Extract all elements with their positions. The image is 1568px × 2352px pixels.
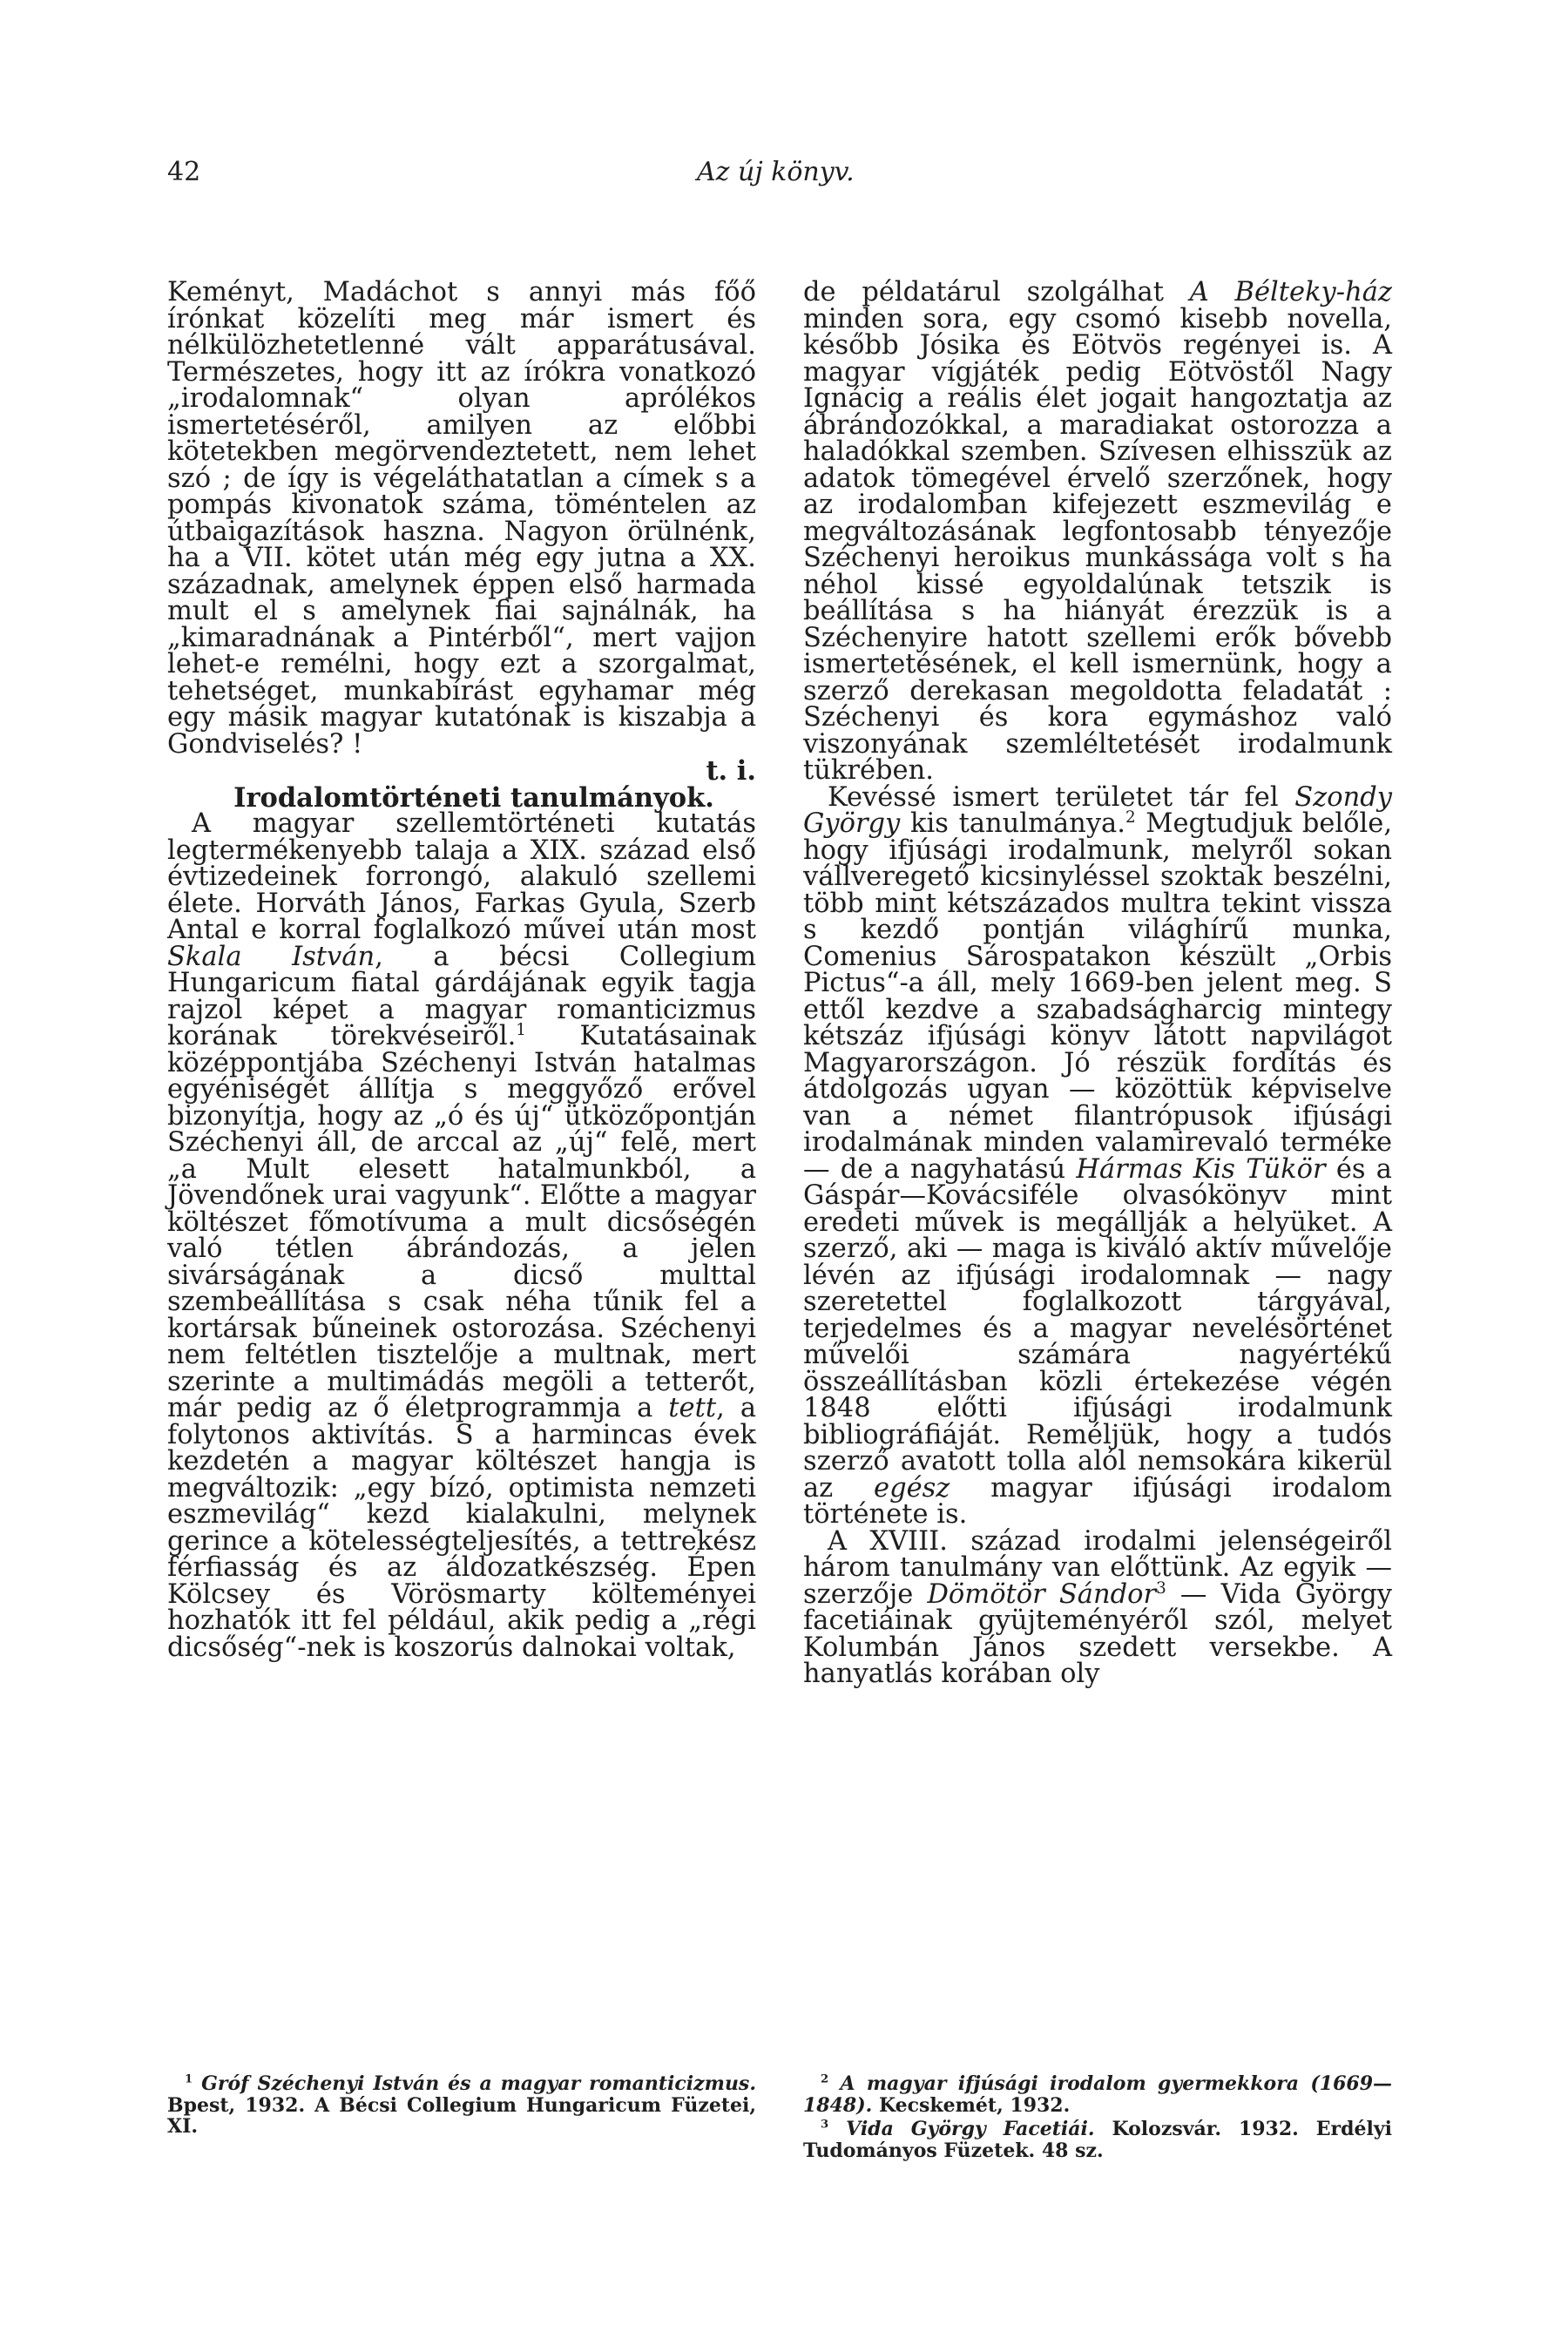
book-title: Hármas Kis Tükör — [1076, 1153, 1326, 1185]
author-name: Dömötör Sándor — [927, 1578, 1157, 1610]
dombotor-review-paragraph: A XVIII. század irodalmi jelenségeiről három tanulmány van előttünk. Az egyik — szerzője Dömötör Sándor$^3$ — Vida György facetiáinak gyüjteményéről szól, melyet Kolumbán János szedett versekbe. A hanyatlás korában oly — [803, 1525, 1392, 1689]
page-header — [0, 155, 1568, 199]
book-title: A Bélteky-ház — [1189, 277, 1392, 308]
footnote: $^1$ Gróf Széchenyi István és a magyar romanticizmus. Bpest, 1932. A Bécsi Collegium Hungaricum Füzetei, XI. — [167, 2072, 756, 2138]
left-column — [167, 277, 756, 1663]
emphasis-tett: tett — [668, 1393, 717, 1423]
review-paragraph: Keményt, Madáchot s annyi más főő írónkat közelíti meg már ismert és nélkülözhetetlenné vált apparátusával. Természetes, hogy itt az írókra vonatkozó „irodalomnak“ olyan aprólékos ismertetéséről, amilyen az előbbi kötetekben megörvendeztetett, nem lehet szó ; de így is végeláthatatlan a címek s a pompás kivonatok száma, töméntelen az útbaigazítások haszna. Nagyon örülnénk, ha a VII. kötet után még egy jutna a XX. századnak, amelynek éppen első harmada mult el s amelynek fiai sajnálnák, ha „kimaradnának a Pintérből“, mert vajjon lehet-e remélni, hogy ezt a szorgalmat, tehetséget, munkabírást egyhamar még egy másik magyar kutatónak is kiszabja a Gondviselés? ! — [167, 277, 756, 760]
footnotes-left — [167, 2073, 756, 2140]
footnotes-right — [803, 2073, 1392, 2164]
author-name: Szondy György — [803, 781, 1392, 839]
section-heading: Irodalomtörténeti tanulmányok. — [233, 781, 714, 814]
author-name: Skala István — [167, 941, 375, 972]
right-column — [803, 277, 1393, 1689]
szondy-review-paragraph: Kevéssé ismert területet tár fel Szondy György kis tanulmánya.$^2$ Megtudjuk belőle, hogy ifjúsági irodalmunk, melyről sokan vállveregető kicsinyléssel szoktak beszélni, több mint kétszázados multra tekint vissza s kezdő pontján világhírű munka, Comenius Sárospatakon készült „Orbis Pictus“-a áll, mely 1669-ben jelent meg. S ettől kezdve a szabadságharcig mintegy kétszáz ifjúsági könyv látott napvilágot Magyarországon. Jó részük fordítás és átdolgozás ugyan — közöttük képviselve van a német filantrópusok ifjúsági irodalmának minden valamirevaló terméke — de a nagyhatású Hármas Kis Tükör és a Gáspár—Kovácsiféle olvasókönyv mint eredeti művek is megállják a helyüket. A szerző, aki — maga is kiváló aktív művelője lévén az ifjúsági irodalomnak — nagy szeretettel foglalkozott tárgyával, terjedelmes és a magyar nevelésörténet művelői számára nagyértékű összeállításban közli értekezése végén 1848 előtti ifjúsági irodalmunk bibliográfiáját. Reméljük, hogy a tudós szerző avatott tolla alól nemsokára kikerül az egész magyar ifjúsági irodalom története is. — [803, 781, 1393, 1530]
footnote: $^3$ Vida György Facetiái. Kolozsvár. 1932. Erdélyi Tudományos Füzetek. 48 sz. — [803, 2118, 1392, 2162]
footnote-ref: 1 — [516, 1020, 526, 1039]
running-title: Az új könyv. — [697, 157, 855, 187]
skala-review-paragraph: A magyar szellemtörténeti kutatás legtermékenyebb talaja a XIX. század első évtizedeinek forrongó, alakuló szellemi élete. Horváth János, Farkas Gyula, Szerb Antal e korral foglalkozó művei után most Skala István, a bécsi Collegium Hungaricum fiatal gárdájának egyik tagja rajzol képet a magyar romanticizmus korának törekvéseiről.$^1$ Kutatásainak középpontjába Széchenyi István hatalmas egyéniségét állítja s meggyőző erővel bizonyítja, hogy az „ó és új“ ütközőpontján Széchenyi áll, de arccal az „új“ felé, mert „a Mult elesett hatalmunkból, a Jövendőnek urai vagyunk“. Előtte a magyar költészet főmotívuma a mult dicsőségén való tétlen ábrándozás, a jelen sivárságának a dicső multtal szembeállítása s csak néha tűnik fel a kortársak bűneinek ostorozása. Széchenyi nem feltétlen tisztelője a multnak, mert szerinte a multimádás megöli a tetterőt, már pedig az ő életprogrammja a tett, a folytonos aktivítás. S a harmincas évek kezdetén a magyar költészet hangja is megváltozik: „egy bízó, optimista nemzeti eszmevilág“ kezd kialakulni, melynek gerince a kötelességteljesítés, a tettrekész férfiasság és az áldozatkészség. Épen Kölcsey és Vörösmarty költeményei hozhatók itt fel például, akik pedig a „régi dicsőség“-nek is koszorús dalnokai voltak, — [167, 808, 756, 1663]
footnote-ref: 3 — [1156, 1578, 1166, 1598]
footnote-ref: 2 — [1125, 808, 1136, 827]
review-signature: t. i. — [706, 755, 756, 787]
page-number: 42 — [167, 157, 201, 187]
footnote: $^2$ A magyar ifjúsági irodalom gyermekkora (1669—1848). Kecskemét, 1932. — [803, 2072, 1393, 2117]
continuation-paragraph: de példatárul szolgálhat A Bélteky-ház minden sora, egy csomó kisebb novella, később Jósika és Eötvös regényei is. A magyar vígjáték pedig Eötvöstől Nagy Ignácig a reális élet jogait hangoztatja az ábrándozókkal, a maradiakat ostorozza a haladókkal szemben. Szívesen elhisszük az adatok tömegével érvelő szerzőnek, hogy az irodalomban kifejezett eszmevilág e megváltozásának legfontosabb tényezője Széchenyi heroikus munkássága volt s ha néhol kissé egyoldalúnak tetszik is beállítása s ha hiányát érezzük is a Széchenyire hatott szellemi erők bővebb ismertetésének, el kell ismernünk, hogy a szerző derekasan megoldotta feladatát : Széchenyi és kora egymáshoz való viszonyának szemléltetését irodalmunk tükrében. — [803, 277, 1392, 786]
emphasis-egesz: egész — [874, 1472, 950, 1504]
